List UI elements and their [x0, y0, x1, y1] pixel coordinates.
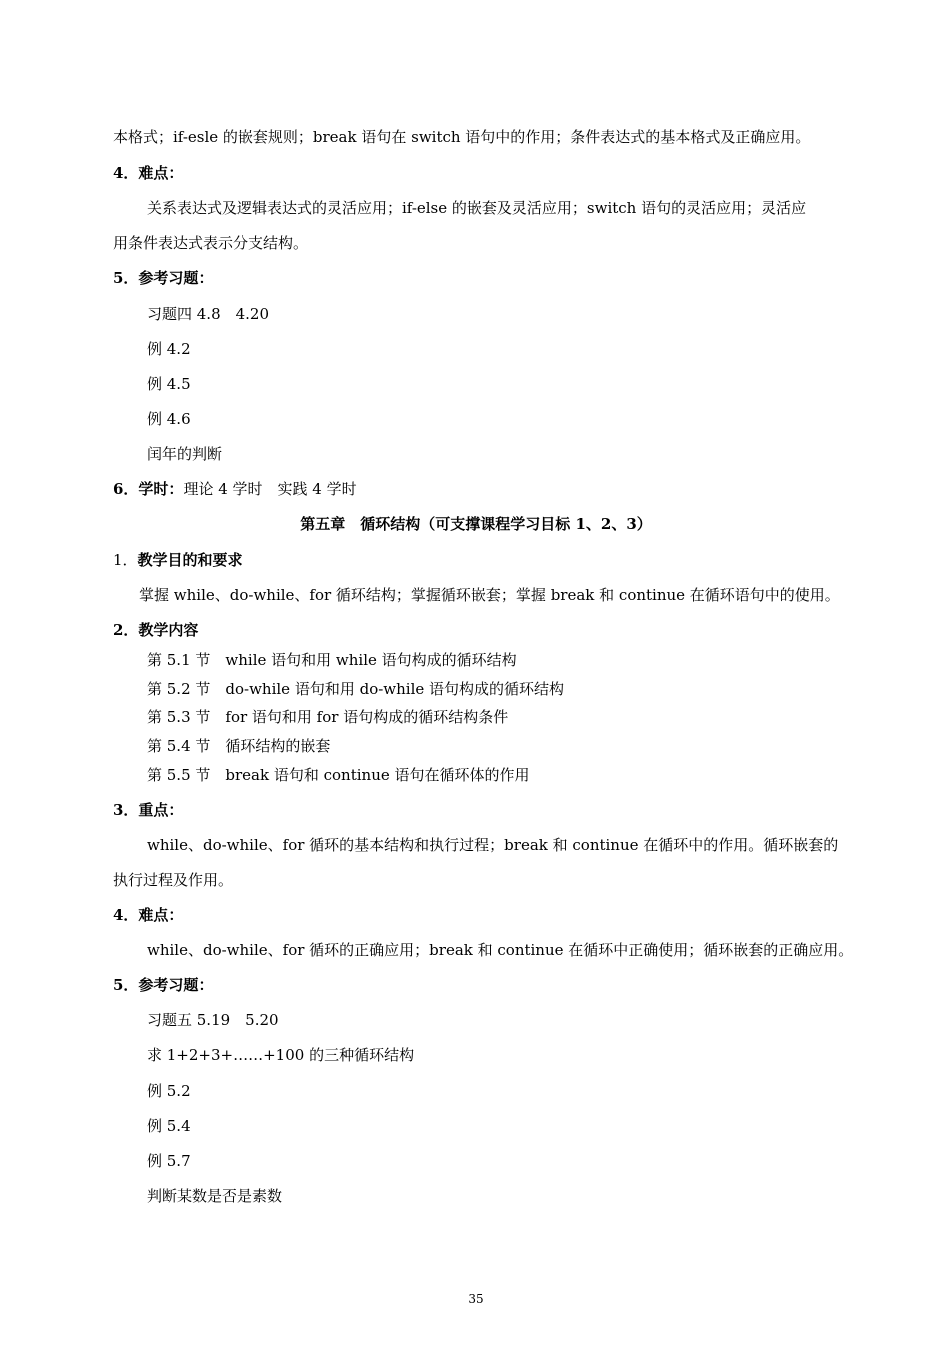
content-section-item: 第 5.1 节 while 语句和用 while 语句构成的循环结构	[147, 651, 517, 669]
difficulty-text-line2: 用条件表达式表示分支结构。	[113, 234, 309, 252]
exercise-item: 例 5.7	[147, 1152, 191, 1170]
chapter-title: 第五章 循环结构（可支撑课程学习目标 1、2、3）	[300, 515, 652, 533]
difficulty-text: while、do-while、for 循环的正确应用；break 和 continue 在循环中正确使用；循环嵌套的正确应用。	[147, 941, 854, 959]
section-heading-content: 2．教学内容	[113, 621, 199, 639]
section-heading-difficulty: 4．难点：	[113, 164, 184, 182]
hours-heading: 6．学时：	[113, 480, 184, 498]
key-text-line1: while、do-while、for 循环的基本结构和执行过程；break 和 continue 在循环中的作用。循环嵌套的	[147, 836, 839, 854]
exercise-item: 求 1+2+3+……+100 的三种循环结构	[147, 1046, 415, 1064]
goal-heading-line	[113, 550, 243, 570]
section-heading-exercises: 5．参考习题：	[113, 976, 214, 994]
content-section-item: 第 5.5 节 break 语句和 continue 语句在循环体的作用	[147, 766, 530, 784]
exercise-item: 习题四 4.8 4.20	[147, 305, 270, 323]
hours-line	[113, 479, 357, 499]
key-text-line2: 执行过程及作用。	[113, 871, 234, 889]
exercise-item: 例 4.5	[147, 375, 191, 393]
exercise-item: 例 5.4	[147, 1117, 191, 1135]
hours-text: 理论 4 学时 实践 4 学时	[183, 480, 357, 498]
exercise-item: 例 5.2	[147, 1082, 191, 1100]
section-heading-exercises: 5．参考习题：	[113, 269, 214, 287]
exercise-item: 例 4.2	[147, 340, 191, 358]
content-section-item: 第 5.2 节 do-while 语句和用 do-while 语句构成的循环结构	[147, 680, 565, 698]
goal-text: 掌握 while、do-while、for 循环结构；掌握循环嵌套；掌握 break 和 continue 在循环语句中的使用。	[139, 586, 840, 604]
page-number: 35	[468, 1292, 484, 1306]
exercise-item: 判断某数是否是素数	[147, 1187, 283, 1205]
section-heading-key: 3．重点：	[113, 801, 184, 819]
exercise-item: 例 4.6	[147, 410, 191, 428]
difficulty-text-line1: 关系表达式及逻辑表达式的灵活应用；if-else 的嵌套及灵活应用；switch 语句的灵活应用；灵活应	[147, 199, 807, 217]
content-section-item: 第 5.3 节 for 语句和用 for 语句构成的循环结构条件	[147, 708, 509, 726]
goal-number: 1．	[113, 551, 138, 569]
paragraph-continuation: 本格式；if-esle 的嵌套规则；break 语句在 switch 语句中的作用；条件表达式的基本格式及正确应用。	[113, 128, 811, 146]
content-section-item: 第 5.4 节 循环结构的嵌套	[147, 737, 331, 755]
exercise-item: 习题五 5.19 5.20	[147, 1011, 279, 1029]
goal-heading: 教学目的和要求	[137, 551, 243, 569]
exercise-item: 闰年的判断	[147, 445, 223, 463]
section-heading-difficulty: 4．难点：	[113, 906, 184, 924]
